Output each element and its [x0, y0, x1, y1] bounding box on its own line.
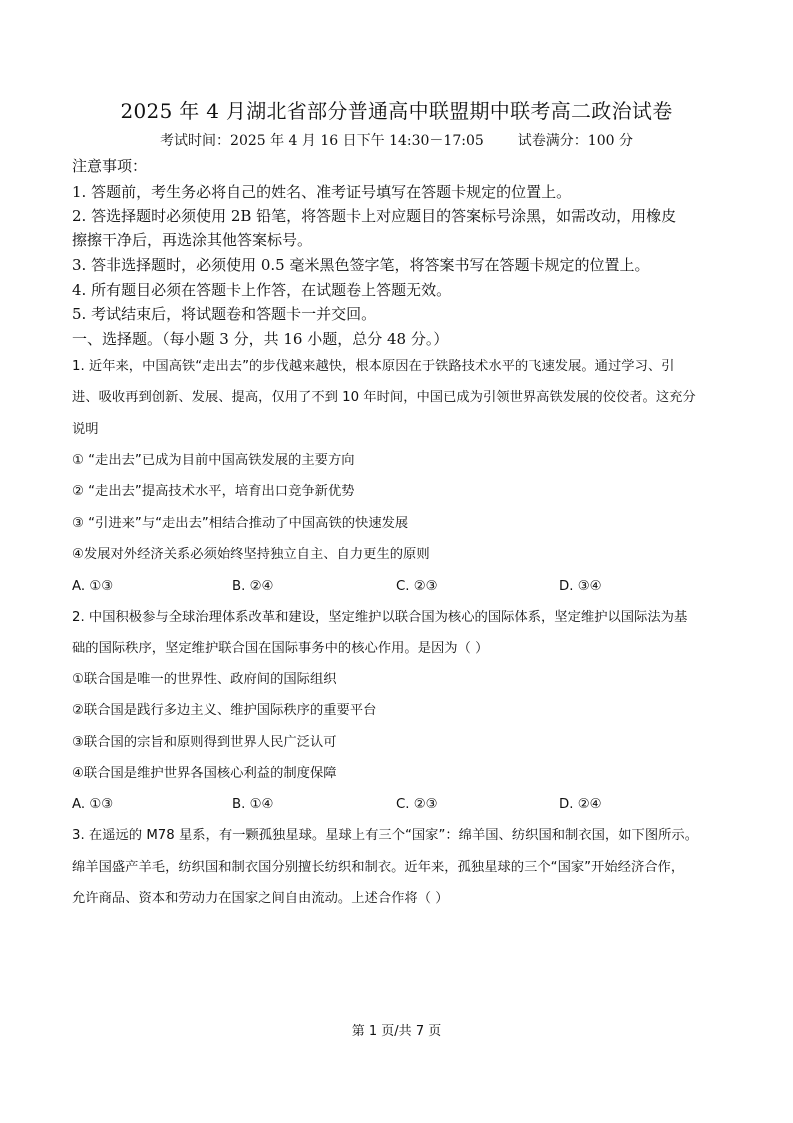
page-title: 2025 年 4 月湖北省部分普通高中联盟期中联考高二政治试卷 — [120, 99, 673, 123]
note-item: 擦擦干净后，再选涂其他答案标号。 — [72, 231, 313, 249]
exam-time: 考试时间：2025 年 4 月 16 日下午 14:30－17:05 — [160, 133, 484, 149]
note-item: 2. 答选择题时必须使用 2B 铅笔，将答题卡上对应题目的答案标号涂黑，如需改动，用橡皮 — [72, 207, 677, 225]
question-2-statement: ②联合国是践行多边主义、维护国际秩序的重要平台 — [72, 703, 377, 718]
question-1-statement: ① “走出去”已成为目前中国高铁发展的主要方向 — [72, 453, 355, 468]
option-d: D. ③④ — [559, 579, 602, 594]
note-item: 1. 答题前，考生务必将自己的姓名、准考证号填写在答题卡规定的位置上。 — [72, 183, 572, 201]
option-b: B. ②④ — [232, 579, 274, 594]
question-2-options — [72, 795, 732, 815]
option-c: C. ②③ — [396, 579, 438, 594]
question-2-statement: ③联合国的宗旨和原则得到世界人民广泛认可 — [72, 735, 337, 750]
option-a: A. ①③ — [72, 579, 114, 594]
exam-info — [0, 131, 793, 151]
question-1-stem-line: 1. 近年来，中国高铁“走出去”的步伐越来越快，根本原因在于铁路技术水平的飞速发展。通过学习、引 — [72, 359, 675, 374]
note-item: 3. 答非选择题时，必须使用 0.5 毫米黑色签字笔，将答案书写在答题卡规定的位置上。 — [72, 256, 650, 274]
notes-heading: 注意事项： — [72, 157, 148, 175]
note-item: 4. 所有题目必须在答题卡上作答，在试题卷上答题无效。 — [72, 281, 452, 299]
question-2-stem-line: 础的国际秩序，坚定维护联合国在国际事务中的核心作用。是因为（ ） — [72, 641, 489, 656]
question-1-statement: ③ “引进来”与“走出去”相结合推动了中国高铁的快速发展 — [72, 516, 409, 531]
full-score: 试卷满分：100 分 — [517, 133, 633, 149]
question-1-statement: ② “走出去”提高技术水平，培育出口竞争新优势 — [72, 484, 355, 499]
question-2-statement: ①联合国是唯一的世界性、政府间的国际组织 — [72, 672, 337, 687]
page-footer: 第 1 页/共 7 页 — [351, 1024, 442, 1039]
question-3-stem-line: 3. 在遥远的 M78 星系，有一颗孤独星球。星球上有三个“国家”：绵羊国、纺织国和制衣国，如下图所示。 — [72, 828, 699, 843]
question-3-stem-line: 绵羊国盛产羊毛，纺织国和制衣国分别擅长纺织和制衣。近年来，孤独星球的三个“国家”开始经济合作， — [72, 860, 685, 875]
question-1-stem-line: 进、吸收再到创新、发展、提高，仅用了不到 10 年时间，中国已成为引领世界高铁发展的佼佼者。这充分 — [72, 390, 696, 405]
option-d: D. ②④ — [559, 797, 602, 812]
question-1-stem-line: 说明 — [72, 422, 99, 437]
question-1-options — [72, 577, 732, 597]
section-heading: 一、选择题。（每小题 3 分，共 16 小题，总分 48 分。） — [72, 330, 449, 348]
question-2-stem-line: 2. 中国积极参与全球治理体系改革和建设，坚定维护以联合国为核心的国际体系，坚定维护以国际法为基 — [72, 610, 688, 625]
option-b: B. ①④ — [232, 797, 274, 812]
question-3-stem-line: 允许商品、资本和劳动力在国家之间自由流动。上述合作将（ ） — [72, 891, 449, 906]
question-1-statement: ④发展对外经济关系必须始终坚持独立自主、自力更生的原则 — [72, 547, 430, 562]
note-item: 5. 考试结束后，将试题卷和答题卡一并交回。 — [72, 305, 377, 323]
option-c: C. ②③ — [396, 797, 438, 812]
question-2-statement: ④联合国是维护世界各国核心利益的制度保障 — [72, 766, 337, 781]
option-a: A. ①③ — [72, 797, 114, 812]
